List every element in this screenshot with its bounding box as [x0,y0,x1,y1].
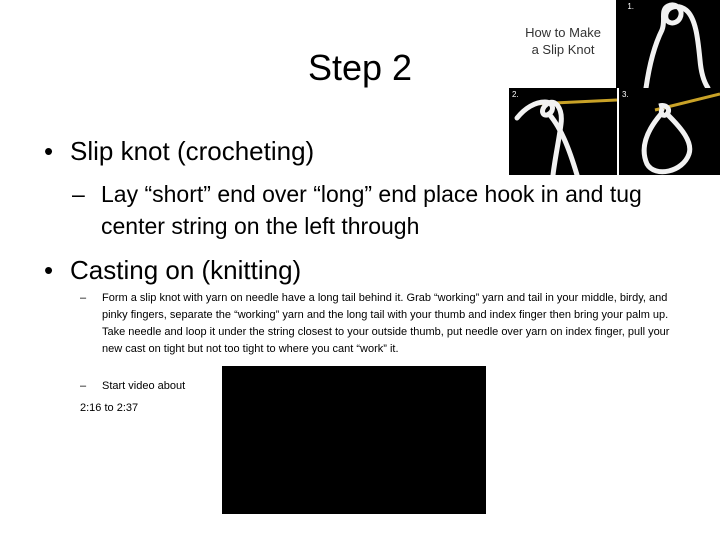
small-item-dash: – [80,380,87,392]
sub-bullet-slip-knot-instructions [72,178,682,242]
photo-step-3-label: 3. [622,90,629,99]
casting-on-instructions-text: Form a slip knot with yarn on needle have a long tail behind it. Grab “working” yarn and tail in your middle, birdy, and pinky fingers, separate the “working” yarn and the long tail with your thumb and index finger then bring your palm up. Take needle and loop it under the string closest to your outside thumb, put needle over yarn on index finger, pull your new cast on tight but not too tight to where you cant “work” it. [102,292,670,355]
photo-step-1 [616,0,720,88]
slip-knot-photo-collage [509,0,720,175]
start-video-item [80,378,230,395]
photo-step-1-label: 1. [627,2,634,11]
collage-heading [509,24,617,58]
slide-title: Step 2 [307,47,413,88]
start-video-text: Start video about [102,380,186,392]
pulled-knot-illustration [619,88,720,175]
bullet-slip-knot-label: Slip knot (crocheting) [70,136,315,166]
sub-bullet-slip-knot-text: Lay “short” end over “long” end place hook in and tug center string on the left through [101,181,642,239]
embedded-video-player[interactable] [222,366,486,514]
photo-step-3 [619,88,720,175]
collage-heading-line-2: a Slip Knot [531,42,595,57]
bullet-dot: • [44,136,54,166]
hook-and-knot-illustration [509,88,617,175]
photo-step-2 [509,88,617,175]
photo-step-2-label: 2. [512,90,519,99]
small-item-dash: – [80,292,87,304]
video-time-range: 2:16 to 2:37 [80,402,139,414]
bullet-casting-on-label: Casting on (knitting) [70,255,302,285]
collage-heading-line-1: How to Make [525,25,601,40]
sub-bullet-dash: – [72,181,85,207]
yarn-loop-illustration [616,0,720,88]
bullet-dot: • [44,255,54,285]
casting-on-instructions [80,290,680,358]
